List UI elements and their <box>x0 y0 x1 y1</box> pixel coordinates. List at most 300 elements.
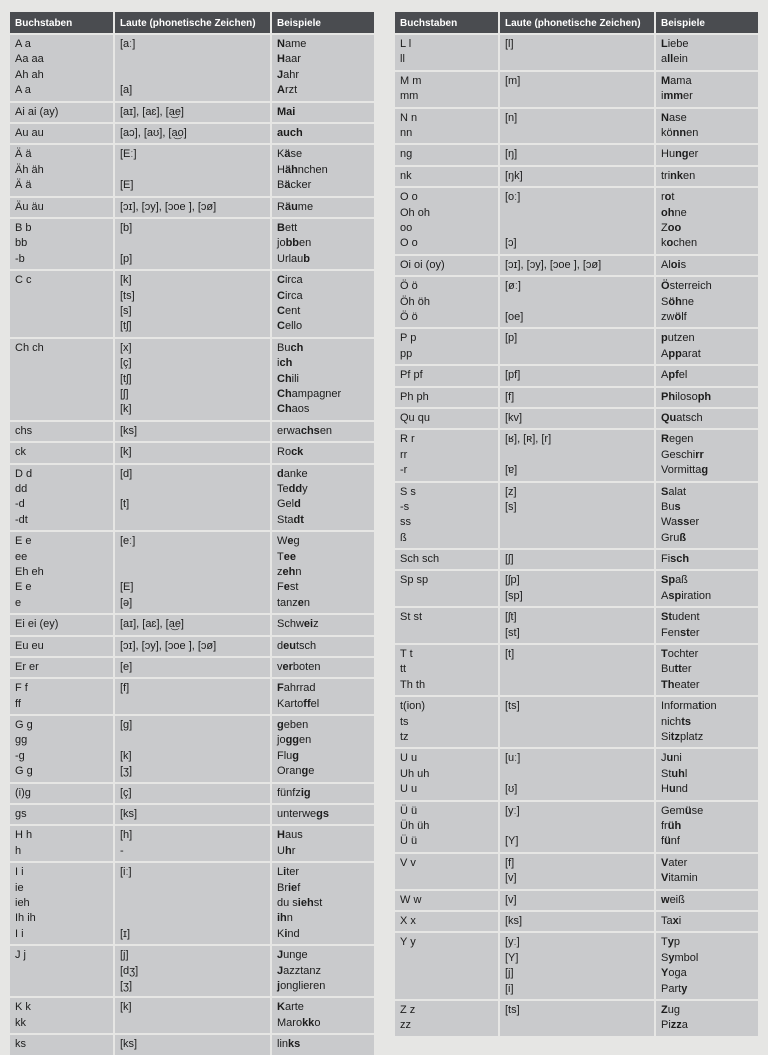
example-highlight: nk <box>670 169 684 182</box>
example-highlight: sp <box>668 589 682 602</box>
table-row <box>10 532 374 613</box>
sounds-cell <box>500 188 654 254</box>
sound-text <box>505 89 649 104</box>
examples-cell <box>656 550 758 569</box>
sound-text: [z] <box>505 485 517 498</box>
table-row <box>10 465 374 531</box>
example-part: en <box>299 734 312 747</box>
sound-text: [j] <box>505 967 514 980</box>
letter-text: (i)g <box>15 786 31 799</box>
letter-text: kk <box>15 1016 26 1029</box>
example-part: Te <box>277 482 289 495</box>
letters-cell <box>10 103 113 122</box>
letter-text: ts <box>400 715 409 728</box>
sound-text: [ə] <box>120 596 133 609</box>
sound-text: [ks] <box>120 424 138 437</box>
example-word <box>277 467 369 482</box>
example-part: tri <box>661 169 671 182</box>
example-highlight: ie <box>288 881 298 894</box>
example-word <box>661 819 753 834</box>
sounds-cell <box>500 409 654 428</box>
letters-cell <box>395 697 498 747</box>
example-highlight: N <box>661 111 669 124</box>
example-highlight: tz <box>670 731 680 744</box>
example-highlight: Ch <box>277 387 292 400</box>
sound-text: [ç] <box>120 357 132 370</box>
example-word <box>661 515 753 530</box>
table-row <box>395 388 758 407</box>
letter-text: Ö ö <box>400 310 418 323</box>
example-highlight: d <box>294 498 301 511</box>
example-part: Karto <box>277 697 304 710</box>
letter-text: tz <box>400 731 409 744</box>
sound-text: [dʒ] <box>120 964 139 977</box>
letters-cell <box>10 615 113 634</box>
examples-cell <box>656 802 758 852</box>
example-word <box>661 678 753 693</box>
table-row <box>395 483 758 549</box>
example-part: H <box>661 783 669 796</box>
example-word <box>661 966 753 981</box>
example-part: Br <box>277 881 288 894</box>
example-part: Oran <box>277 765 302 778</box>
table-row <box>395 854 758 889</box>
letter-text: pp <box>400 347 413 360</box>
letter-text: V v <box>400 856 416 869</box>
letters-cell <box>395 933 498 999</box>
example-highlight: oo <box>667 221 682 234</box>
example-word <box>277 83 369 98</box>
sounds-cell <box>500 35 654 70</box>
examples-cell <box>656 72 758 107</box>
examples-cell <box>272 805 374 824</box>
sound-text <box>505 515 649 530</box>
letters-cell <box>10 124 113 143</box>
letters-cell <box>10 465 113 531</box>
example-word <box>277 200 369 215</box>
letters-cell <box>10 805 113 824</box>
letter-text: -s <box>400 500 410 513</box>
example-highlight: ieh <box>297 897 314 910</box>
example-part: J <box>661 752 667 765</box>
table-row <box>395 1001 758 1036</box>
letter-text: ß <box>400 531 407 544</box>
letter-text: G g <box>15 719 33 732</box>
example-word <box>277 178 369 193</box>
sounds-cell <box>115 1035 270 1054</box>
example-part: ne <box>674 206 687 219</box>
sound-text: [ʃ] <box>120 387 129 400</box>
example-part: A <box>661 347 669 360</box>
example-highlight: ä <box>284 148 291 161</box>
example-word <box>661 37 753 52</box>
example-word <box>277 513 369 528</box>
example-highlight: ei <box>303 618 314 631</box>
sound-text: [ɔɪ], [ɔy], [ɔoe ], [ɔø] <box>505 258 602 271</box>
sounds-cell <box>115 271 270 337</box>
letters-cell <box>395 145 498 164</box>
sounds-cell <box>115 532 270 613</box>
example-part: ater <box>668 856 688 869</box>
example-part: ein <box>673 53 688 66</box>
example-part: en <box>299 237 312 250</box>
example-part: unge <box>283 949 308 962</box>
letter-text: C c <box>15 274 32 287</box>
example-word <box>661 295 753 310</box>
table-row <box>395 749 758 799</box>
letters-cell <box>395 388 498 407</box>
example-word <box>661 221 753 236</box>
example-highlight: äu <box>284 200 298 213</box>
sound-text: [eː] <box>120 535 136 548</box>
sound-text: [m] <box>505 74 521 87</box>
example-highlight: bb <box>285 237 300 250</box>
example-part: ochter <box>667 648 699 661</box>
letter-text: Y y <box>400 936 416 949</box>
letter-text: Sch sch <box>400 553 440 566</box>
example-word <box>661 1003 753 1018</box>
letters-cell <box>10 784 113 803</box>
example-part: ne <box>681 295 695 308</box>
example-part: r <box>661 191 665 204</box>
example-part: R <box>277 200 285 213</box>
sound-text: [kv] <box>505 411 523 424</box>
letter-sound-table-right <box>395 12 758 1032</box>
sound-text: [ʃp] <box>505 574 520 587</box>
letter-text: ck <box>15 446 26 459</box>
example-word <box>661 626 753 641</box>
letters-cell <box>10 658 113 677</box>
example-part: fünfz <box>277 786 301 799</box>
example-part: egen <box>668 433 694 446</box>
letters-cell <box>10 946 113 996</box>
sounds-cell <box>500 167 654 186</box>
examples-cell <box>656 256 758 275</box>
example-part: nd <box>675 783 688 796</box>
example-highlight: kk <box>302 1016 315 1029</box>
example-word <box>661 662 753 677</box>
table-row <box>395 35 758 70</box>
sound-text: [k] <box>120 274 132 287</box>
letter-text: Eh eh <box>15 565 44 578</box>
example-part: k <box>661 237 667 250</box>
sound-text: [øː] <box>505 280 521 293</box>
letter-text: Ä ä <box>15 148 32 161</box>
example-part: Urlau <box>277 252 304 265</box>
example-part: Gel <box>277 498 295 511</box>
example-part: en <box>683 169 696 182</box>
example-part: A <box>661 369 669 382</box>
sounds-cell <box>500 854 654 889</box>
letters-cell <box>395 1001 498 1036</box>
example-highlight: J <box>277 949 284 962</box>
example-word <box>661 147 753 162</box>
example-highlight: w <box>661 893 670 906</box>
letter-text: B b <box>15 221 32 234</box>
letter-text: I i <box>15 866 24 879</box>
example-part: L <box>277 866 284 879</box>
sound-text: [a] <box>120 84 133 97</box>
sound-text: [tʃ] <box>120 372 132 385</box>
example-part: st <box>289 581 299 594</box>
letter-text: rr <box>400 448 408 461</box>
example-highlight: ih <box>277 912 287 925</box>
examples-cell <box>272 863 374 944</box>
letters-cell <box>10 422 113 441</box>
sound-text: [l] <box>505 38 514 50</box>
examples-cell <box>272 784 374 803</box>
sound-text <box>505 819 649 834</box>
letter-text: Oh oh <box>400 206 430 219</box>
sounds-cell <box>500 256 654 275</box>
table-row <box>395 550 758 569</box>
letter-text: Ah ah <box>15 68 44 81</box>
example-part: z <box>277 565 283 578</box>
example-highlight: st <box>679 626 690 639</box>
sound-text: [ɐ] <box>505 464 518 477</box>
sound-text: [p] <box>505 332 518 345</box>
sound-text <box>120 52 265 67</box>
letter-sound-table-left <box>10 12 374 1051</box>
sound-text <box>505 52 649 67</box>
examples-cell <box>656 933 758 999</box>
example-part: i <box>277 357 280 370</box>
example-part: a <box>681 1019 688 1032</box>
example-part: Al <box>661 258 671 271</box>
sound-text <box>120 236 265 251</box>
sound-text: [ɔ] <box>505 237 517 250</box>
example-word <box>277 749 369 764</box>
example-highlight: Qu <box>661 411 677 424</box>
sound-text: [st] <box>505 626 520 639</box>
sounds-cell <box>115 716 270 782</box>
letter-text: Ch ch <box>15 341 44 354</box>
sounds-cell <box>115 998 270 1033</box>
example-highlight: J <box>277 68 284 81</box>
letter-text: T t <box>400 648 413 661</box>
examples-cell <box>272 271 374 337</box>
sound-text: [ks] <box>120 808 138 821</box>
table-row <box>10 946 374 996</box>
example-highlight: er <box>282 660 293 673</box>
example-word <box>661 767 753 782</box>
sounds-cell <box>500 571 654 606</box>
table-row <box>395 912 758 931</box>
sound-text: [ʃ] <box>505 553 514 566</box>
example-part: n <box>303 596 311 609</box>
example-part: nf <box>670 835 680 848</box>
letter-text: Th th <box>400 678 426 691</box>
examples-cell <box>656 571 758 606</box>
sound-text: [aɔ], [aʊ], [a͜o] <box>120 126 187 139</box>
example-part: er <box>683 90 693 103</box>
example-word <box>661 856 753 871</box>
sound-text: [ç] <box>120 786 132 799</box>
example-part: onglieren <box>280 980 326 993</box>
example-word <box>661 1018 753 1033</box>
example-part: Gru <box>661 531 680 544</box>
letters-cell <box>395 912 498 931</box>
letters-cell <box>10 679 113 714</box>
table-row <box>10 271 374 337</box>
sounds-cell <box>115 465 270 531</box>
example-part: iration <box>681 589 712 602</box>
example-word <box>277 660 369 675</box>
example-highlight: e <box>297 596 304 609</box>
example-part: F <box>277 581 284 594</box>
example-highlight: ü <box>684 804 692 817</box>
letter-text: Z z <box>400 1004 416 1016</box>
example-highlight: V <box>661 872 669 885</box>
example-word <box>277 596 369 611</box>
example-word <box>661 951 753 966</box>
example-highlight: o <box>666 237 674 250</box>
sound-text: [ʒ] <box>120 765 133 778</box>
sound-text: [Y] <box>505 835 519 848</box>
letter-text: S s <box>400 485 416 498</box>
example-part: Ta <box>661 915 673 928</box>
letter-text: E e <box>15 581 32 594</box>
letter-text: ie <box>15 881 24 894</box>
sound-text <box>120 550 265 565</box>
table-row <box>10 219 374 269</box>
example-part: Ro <box>277 446 292 459</box>
example-word <box>661 258 753 273</box>
sound-text: [oe] <box>505 310 524 323</box>
sound-text <box>505 126 649 141</box>
sound-text: [yː] <box>505 804 520 817</box>
sound-text: [tʃ] <box>120 320 132 333</box>
letter-text: Oi oi (oy) <box>400 258 445 271</box>
example-part: ent <box>284 304 301 317</box>
sounds-cell <box>115 339 270 420</box>
letters-cell <box>10 1035 113 1054</box>
letter-text: X x <box>400 915 416 928</box>
example-word <box>277 304 369 319</box>
example-word <box>277 733 369 748</box>
example-word <box>277 273 369 288</box>
letter-text: gg <box>15 734 28 747</box>
example-part: Part <box>661 982 682 995</box>
example-part: a <box>661 53 668 66</box>
example-highlight: ß <box>679 531 687 544</box>
sound-text <box>120 733 265 748</box>
letter-text: ks <box>15 1038 26 1051</box>
letter-text: Ü ü <box>400 835 418 848</box>
sound-text: [pf] <box>505 369 521 382</box>
header-examples: Beispiele <box>656 12 758 33</box>
example-word <box>277 341 369 356</box>
sound-text: [ʒ] <box>120 980 133 993</box>
sound-text: [d] <box>120 467 133 480</box>
example-highlight: Ö <box>661 280 670 293</box>
example-part: s <box>680 258 687 271</box>
table-row <box>395 256 758 275</box>
example-highlight: Ch <box>277 372 292 385</box>
header-letters: Buchstaben <box>395 12 498 33</box>
sound-text <box>505 678 649 693</box>
letter-text: Ü ü <box>400 804 418 817</box>
example-highlight: x <box>672 915 679 928</box>
example-part: er <box>689 626 700 639</box>
example-part: l <box>684 767 688 780</box>
sounds-cell <box>500 550 654 569</box>
sound-text: [ks] <box>120 1038 138 1051</box>
examples-cell <box>272 219 374 269</box>
example-highlight: y <box>667 936 674 949</box>
example-part: W <box>277 535 288 548</box>
table-row <box>395 645 758 695</box>
example-word <box>661 871 753 886</box>
letter-text: M m <box>400 74 422 87</box>
example-highlight: rr <box>695 448 704 461</box>
letter-text: G g <box>15 765 33 778</box>
letter-text: ff <box>15 697 21 710</box>
example-part: Maro <box>277 1016 303 1029</box>
letter-text: R r <box>400 433 415 446</box>
sounds-cell <box>115 826 270 861</box>
example-highlight: t <box>698 700 702 713</box>
letter-text: P p <box>400 332 417 345</box>
examples-cell <box>272 103 374 122</box>
example-word <box>277 252 369 267</box>
example-highlight: b <box>303 252 311 265</box>
table-row <box>10 716 374 782</box>
letter-text: Ö ö <box>400 280 418 293</box>
example-part: platz <box>679 731 704 744</box>
example-highlight: ff <box>303 697 311 710</box>
example-word <box>277 221 369 236</box>
letter-text: ll <box>400 53 405 66</box>
letters-cell <box>395 277 498 327</box>
sound-text: [ks] <box>505 915 523 928</box>
example-part: me <box>297 200 314 213</box>
example-part: rzt <box>284 84 298 97</box>
example-highlight: ss <box>677 516 690 529</box>
example-highlight: H <box>277 829 285 842</box>
letters-cell <box>395 645 498 695</box>
sounds-cell <box>115 615 270 634</box>
example-part: tanz <box>277 596 298 609</box>
letter-text: U u <box>400 752 418 765</box>
example-highlight: gg <box>285 734 300 747</box>
example-highlight: L <box>661 38 668 50</box>
letter-text: A a <box>15 38 31 50</box>
example-word <box>661 914 753 929</box>
example-word <box>277 497 369 512</box>
example-part: ter <box>286 866 300 879</box>
sound-text: [iː] <box>120 866 132 879</box>
example-word <box>277 565 369 580</box>
letter-text: I i <box>15 927 24 940</box>
sounds-cell <box>115 637 270 656</box>
example-part: er <box>689 516 700 529</box>
example-word <box>277 896 369 911</box>
table-row <box>10 784 374 803</box>
example-highlight: M <box>661 74 671 87</box>
letter-text: O o <box>400 191 418 204</box>
table-row <box>10 615 374 634</box>
example-word <box>661 804 753 819</box>
table-row <box>10 679 374 714</box>
letters-cell <box>395 802 498 852</box>
examples-cell <box>272 998 374 1033</box>
example-word <box>661 573 753 588</box>
examples-cell <box>272 679 374 714</box>
example-word <box>661 169 753 184</box>
example-word <box>277 163 369 178</box>
header-examples: Beispiele <box>272 12 374 33</box>
